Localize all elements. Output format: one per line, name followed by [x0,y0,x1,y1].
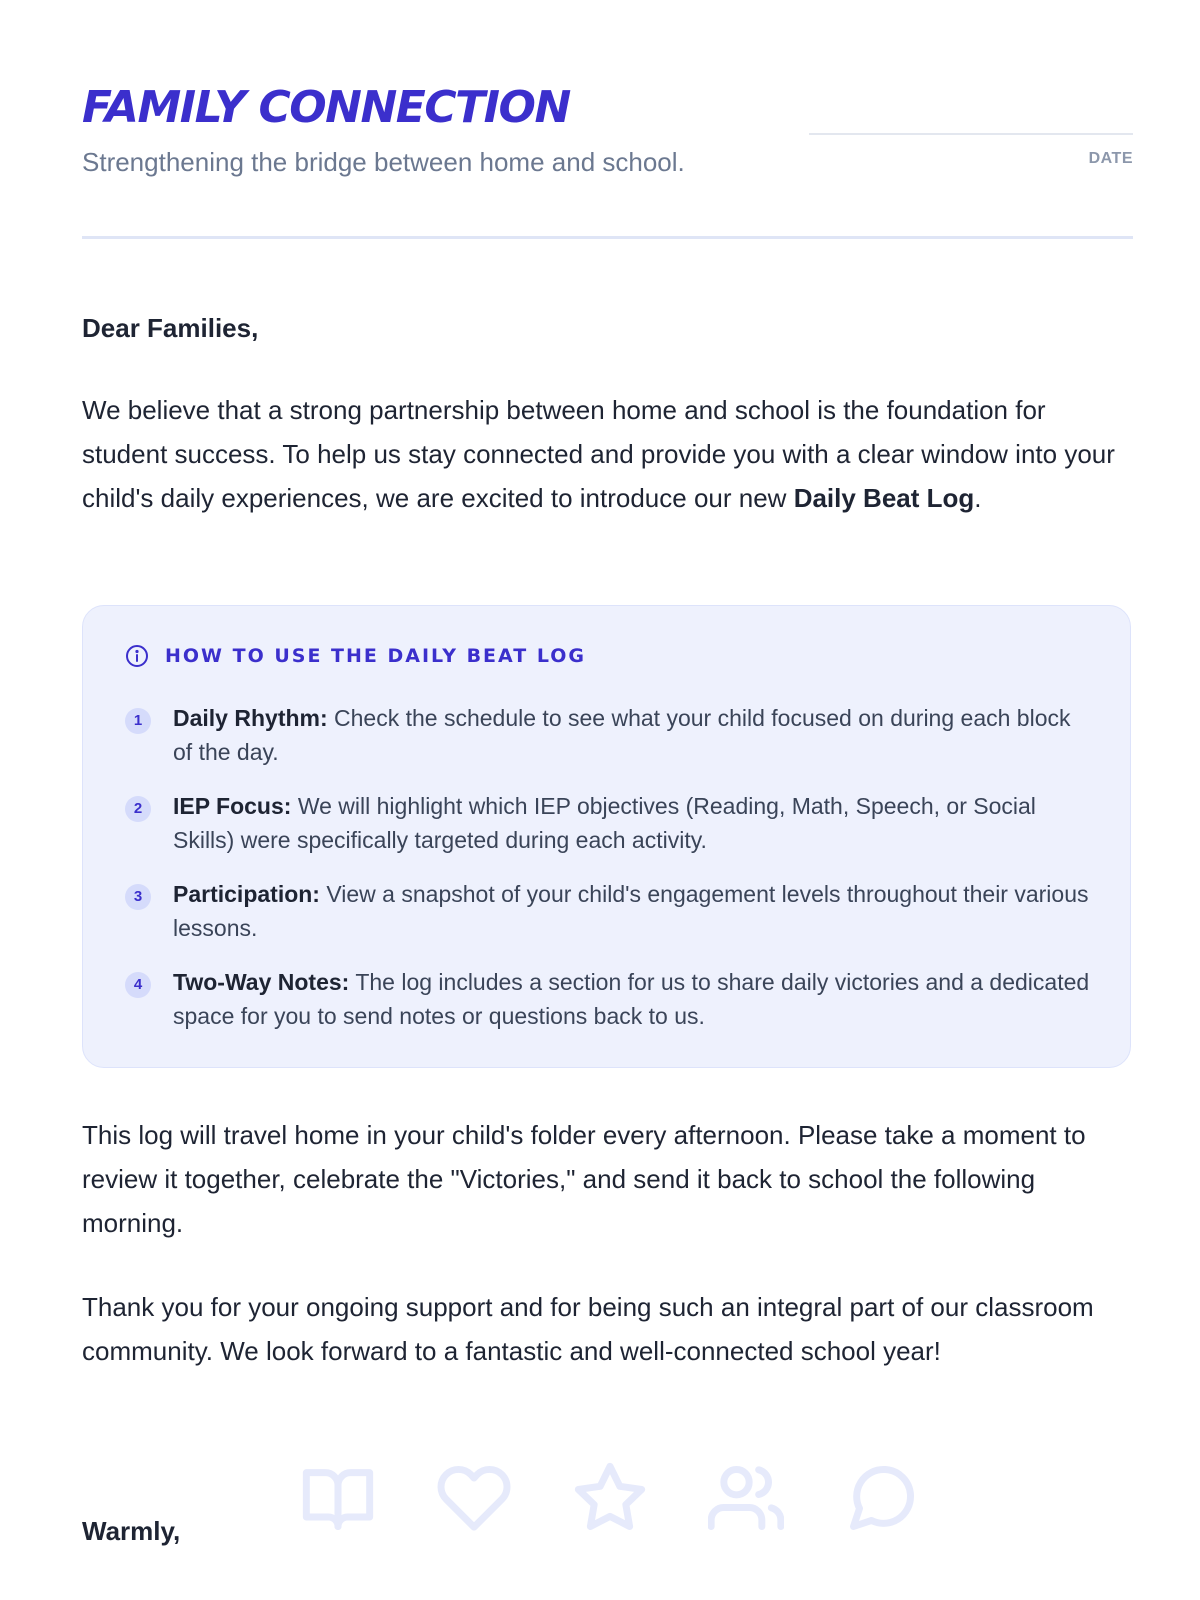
step-number-badge: 4 [125,972,151,998]
step-number-badge: 2 [125,796,151,822]
letter-page [82,0,1133,1546]
step-number-badge: 3 [125,884,151,910]
info-icon [125,644,149,668]
date-field-line [809,133,1133,135]
salutation: Dear Families, [82,313,259,343]
intro-text: We believe that a strong partnership between home and school is the foundation for student success. To help us stay connected and provide you with a clear window into your child's daily experiences, we are excited to introduce our new [82,395,1115,513]
book-icon [300,1460,376,1536]
closing: Warmly, [82,1516,181,1546]
how-to-use-box [82,605,1131,1068]
page-title: FAMILY CONNECTION [82,82,570,133]
step-label: Two-Way Notes: [173,969,350,995]
steps-list [125,701,1095,1053]
list-item [125,965,1095,1033]
info-box-title: HOW TO USE THE DAILY BEAT LOG [165,645,587,667]
chat-bubble-icon [844,1460,920,1536]
info-box-header [125,644,586,668]
step-text: The log includes a section for us to share daily victories and a dedicated space for you to send notes or questions back to us. [173,969,1090,1029]
users-icon [708,1460,784,1536]
step-text: Check the schedule to see what your child focused on during each block of the day. [173,705,1071,765]
date-label: DATE [1088,150,1133,167]
step-label: Daily Rhythm: [173,705,328,731]
folder-paragraph: This log will travel home in your child's folder every afternoon. Please take a moment to review it together, celebrate the "Victories," and send it back to school the following morning. [82,1120,1086,1238]
list-item [125,701,1095,769]
header-divider [82,236,1133,239]
header [82,0,1133,240]
page-subtitle: Strengthening the bridge between home and school. [82,147,685,177]
heart-icon [436,1460,512,1536]
step-label: IEP Focus: [173,793,292,819]
list-item [125,789,1095,857]
intro-paragraph [82,388,1133,520]
intro-bold-text: Daily Beat Log [793,483,975,513]
list-item [125,877,1095,945]
decorative-icons-row [300,1460,920,1536]
step-text: View a snapshot of your child's engagement levels throughout their various lessons. [173,881,1089,941]
intro-end: . [974,483,982,513]
star-icon [572,1460,648,1536]
step-label: Participation: [173,881,320,907]
thank-you-paragraph: Thank you for your ongoing support and for being such an integral part of our classroom community. We look forward to a fantastic and well-connected school year! [82,1292,1094,1366]
step-text: We will highlight which IEP objectives (Reading, Math, Speech, or Social Skills) were specifically targeted during each activity. [173,793,1036,853]
step-number-badge: 1 [125,708,151,734]
